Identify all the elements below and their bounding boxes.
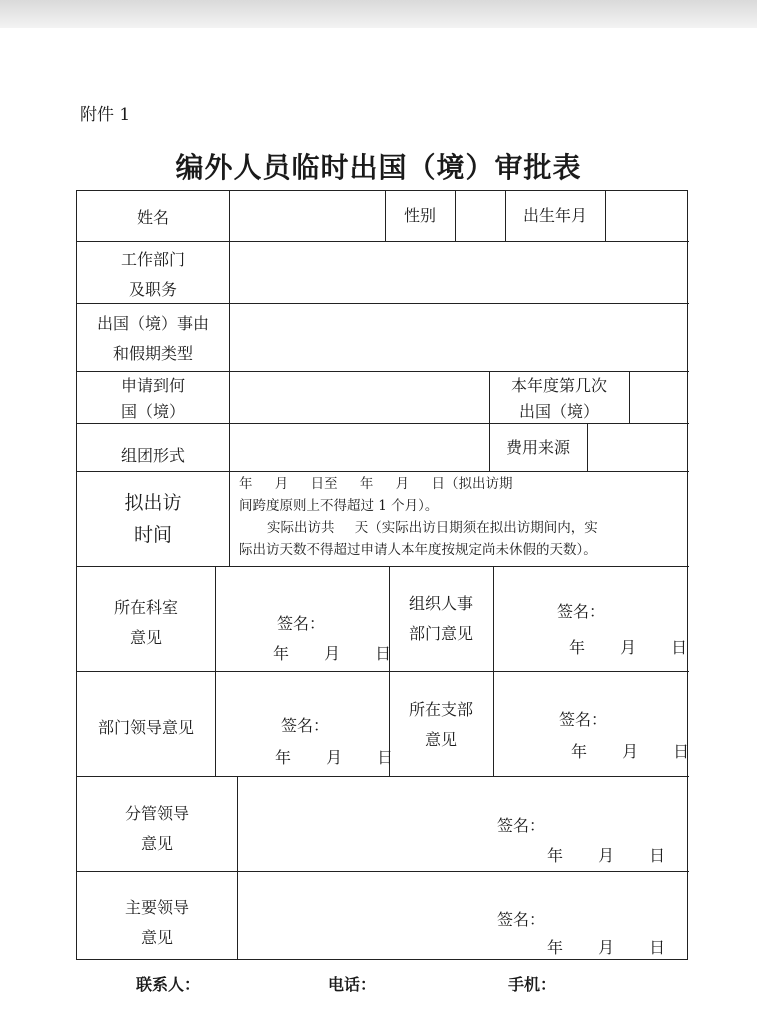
dest-label-line2: 国（境） <box>120 402 185 421</box>
count-label-line2: 出国（境） <box>518 402 599 421</box>
charge-label-line2: 意见 <box>140 834 173 853</box>
hr-label-line2: 部门意见 <box>408 624 473 643</box>
deptlead-date: 年 月 日 <box>275 748 394 767</box>
birth-label: 出生年月 <box>522 206 587 225</box>
main-label-line1: 主要领导 <box>124 898 189 917</box>
charge-label-line1: 分管领导 <box>124 804 189 823</box>
branch-label-line1: 所在支部 <box>408 700 473 719</box>
hr-date: 年 月 日 <box>569 638 688 657</box>
charge-date: 年 月 日 <box>547 846 666 865</box>
top-shadow-bar <box>0 0 757 28</box>
hr-sign: 签名： <box>557 602 606 621</box>
footer-mobile: 手机： <box>508 975 557 994</box>
deptlead-label: 部门领导意见 <box>97 718 194 737</box>
time-label-line1: 拟出访 <box>124 492 182 514</box>
footer-phone: 电话： <box>328 975 377 994</box>
page-title: 编外人员临时出国（境）审批表 <box>175 151 582 184</box>
office-date: 年 月 日 <box>273 644 392 663</box>
dest-label-line1: 申请到何 <box>120 376 185 395</box>
time-text-line1: 年 月 日至 年 月 日（拟出访期 <box>239 476 513 492</box>
dept-label-line2: 及职务 <box>128 280 177 299</box>
office-sign: 签名： <box>277 614 326 633</box>
main-label-line2: 意见 <box>140 928 173 947</box>
fund-label: 费用来源 <box>505 438 570 457</box>
deptlead-sign: 签名： <box>281 716 330 735</box>
count-label-line1: 本年度第几次 <box>510 376 607 395</box>
time-label-line2: 时间 <box>133 524 172 546</box>
dept-label-line1: 工作部门 <box>120 250 185 269</box>
time-text-line2: 间跨度原则上不得超过 1 个月）。 <box>239 498 439 514</box>
time-text-line4: 际出访天数不得超过申请人本年度按规定尚未休假的天数）。 <box>239 542 597 558</box>
hr-label-line1: 组织人事 <box>408 594 473 613</box>
branch-sign: 签名： <box>559 710 608 729</box>
main-sign: 签名： <box>497 910 546 929</box>
gender-label: 性别 <box>403 206 436 225</box>
reason-label-line2: 和假期类型 <box>112 344 193 363</box>
approval-form-table <box>76 190 688 960</box>
footer-contact: 联系人： <box>136 975 201 994</box>
name-label: 姓名 <box>136 208 169 227</box>
branch-label-line2: 意见 <box>424 730 457 749</box>
office-label-line1: 所在科室 <box>113 598 178 617</box>
branch-date: 年 月 日 <box>571 742 690 761</box>
office-label-line2: 意见 <box>129 628 162 647</box>
charge-sign: 签名： <box>497 816 546 835</box>
attachment-label: 附件 1 <box>80 105 131 125</box>
group-label: 组团形式 <box>120 446 185 465</box>
main-date: 年 月 日 <box>547 938 666 957</box>
reason-label-line1: 出国（境）事由 <box>96 314 209 333</box>
time-text-line3: 实际出访共 天（实际出访日期须在拟出访期间内，实 <box>267 520 598 536</box>
